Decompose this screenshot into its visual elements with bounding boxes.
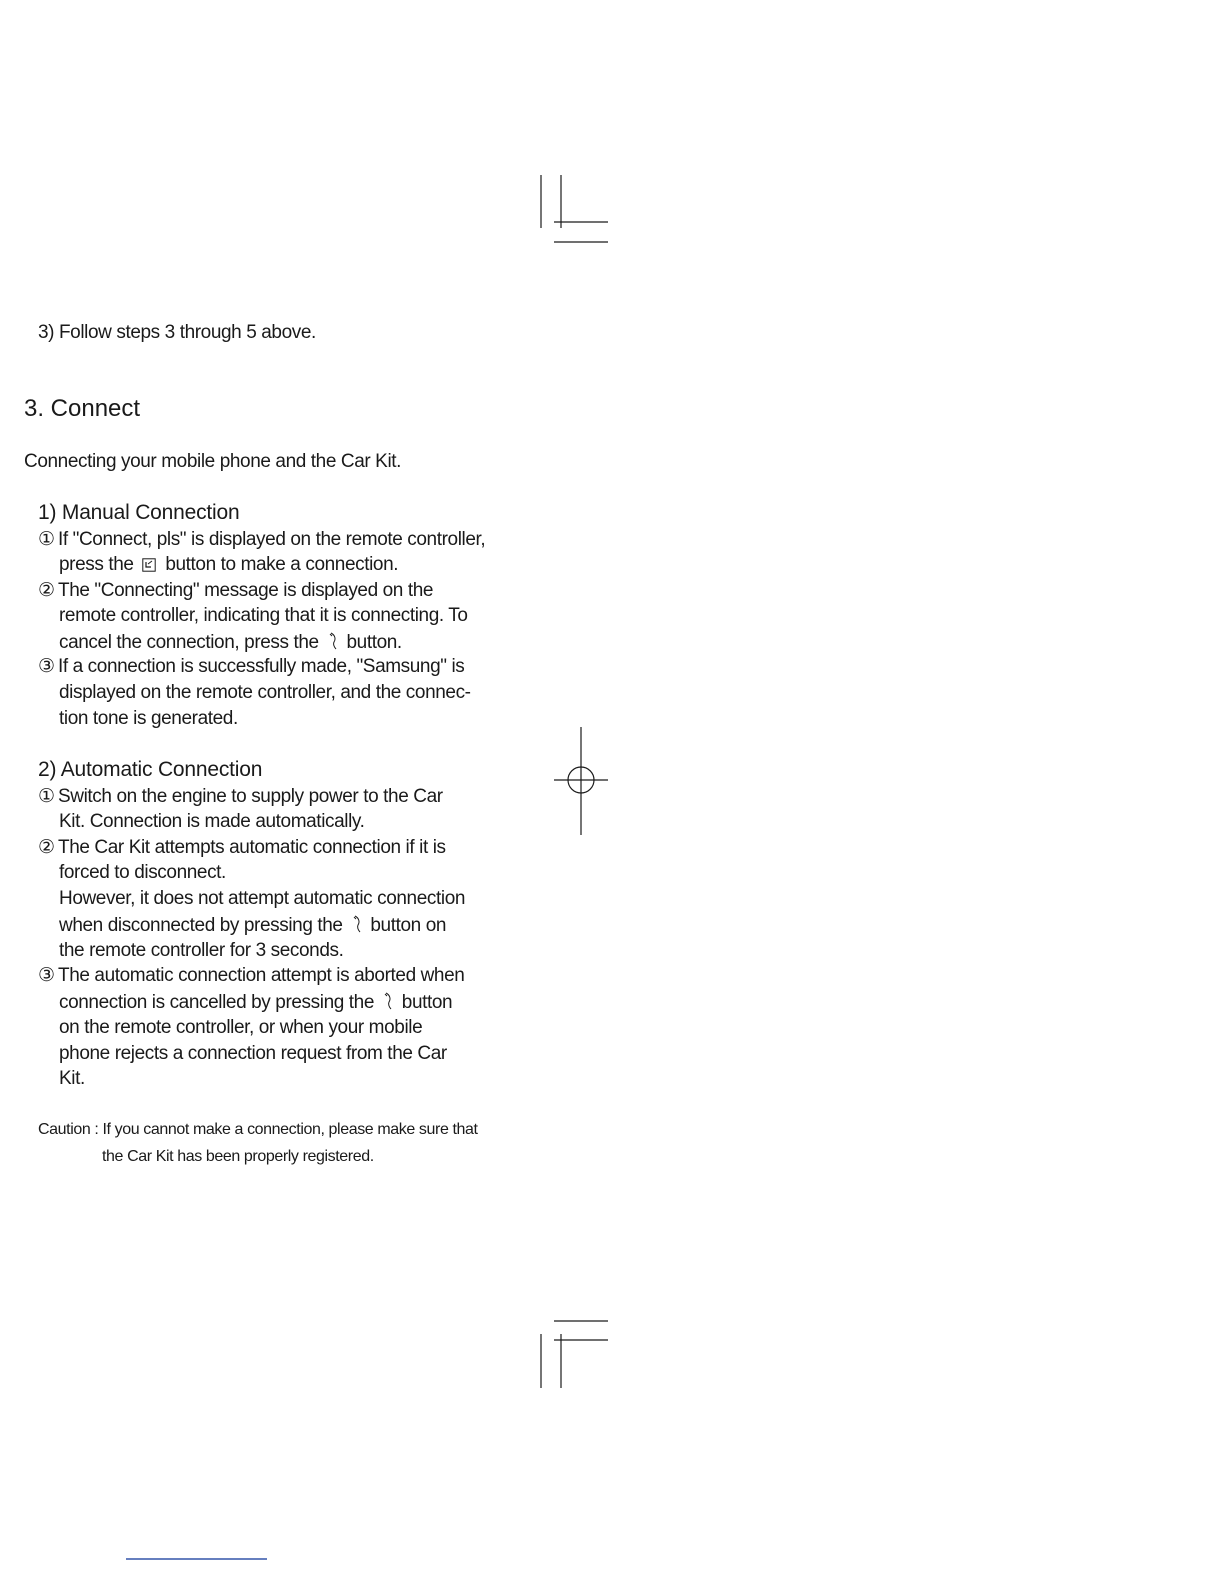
previous-step-line: 3) Follow steps 3 through 5 above. [38, 322, 316, 343]
auto-step-3-line5: Kit. [59, 1068, 85, 1089]
manual-step-1-line1: ① If "Connect, pls" is displayed on the remote controller, [38, 529, 486, 550]
caution-line1: Caution : If you cannot make a connection, please make sure that [38, 1121, 478, 1138]
manual-step-1-line2: press the button to make a connection. [59, 554, 399, 575]
call-button-icon [142, 557, 156, 576]
end-button-icon [328, 632, 338, 654]
auto-step-2-line2: forced to disconnect. [59, 862, 226, 883]
manual-step-3-line1: ③ If a connection is successfully made, "Samsung" is [38, 656, 465, 677]
step-marker: ② [38, 837, 55, 858]
auto-step-3-line2: connection is cancelled by pressing the button [59, 992, 453, 1013]
auto-step-3-line3: on the remote controller, or when your mobile [59, 1017, 423, 1038]
automatic-connection-heading: 2) Automatic Connection [38, 758, 263, 781]
auto-step-2-line4: when disconnected by pressing the button on [59, 915, 447, 936]
manual-step-2-line2: remote controller, indicating that it is connecting. To [59, 605, 468, 626]
section-title: 3. Connect [24, 395, 141, 422]
auto-step-2-line3: However, it does not attempt automatic connection [59, 888, 466, 909]
caution-label: Caution : [38, 1121, 99, 1138]
top-crop-mark [541, 175, 608, 242]
end-button-icon [383, 992, 393, 1014]
step-marker: ① [38, 786, 55, 807]
bottom-crop-mark [541, 1321, 608, 1388]
manual-step-2-line1: ② The "Connecting" message is displayed on the [38, 580, 434, 601]
caution-line2: the Car Kit has been properly registered. [102, 1148, 374, 1165]
auto-step-1-line2: Kit. Connection is made automatically. [59, 811, 365, 832]
manual-step-3-line2: displayed on the remote controller, and the connec- [59, 682, 471, 703]
manual-step-3-line3: tion tone is generated. [59, 708, 238, 729]
manual-step-2-line3: cancel the connection, press the button. [59, 632, 402, 653]
auto-step-2-line1: ② The Car Kit attempts automatic connection if it is [38, 837, 446, 858]
auto-step-1-line1: ① Switch on the engine to supply power to the Car [38, 786, 443, 807]
step-marker: ③ [38, 965, 55, 986]
auto-step-2-line5: the remote controller for 3 seconds. [59, 940, 344, 961]
auto-step-3-line1: ③ The automatic connection attempt is aborted when [38, 965, 465, 986]
step-marker: ② [38, 580, 55, 601]
section-intro: Connecting your mobile phone and the Car Kit. [24, 451, 402, 472]
manual-connection-heading: 1) Manual Connection [38, 501, 240, 524]
end-button-icon [352, 915, 362, 937]
step-marker: ③ [38, 656, 55, 677]
auto-step-3-line4: phone rejects a connection request from the Car [59, 1043, 447, 1064]
registration-mark [554, 727, 608, 835]
step-marker: ① [38, 529, 55, 550]
